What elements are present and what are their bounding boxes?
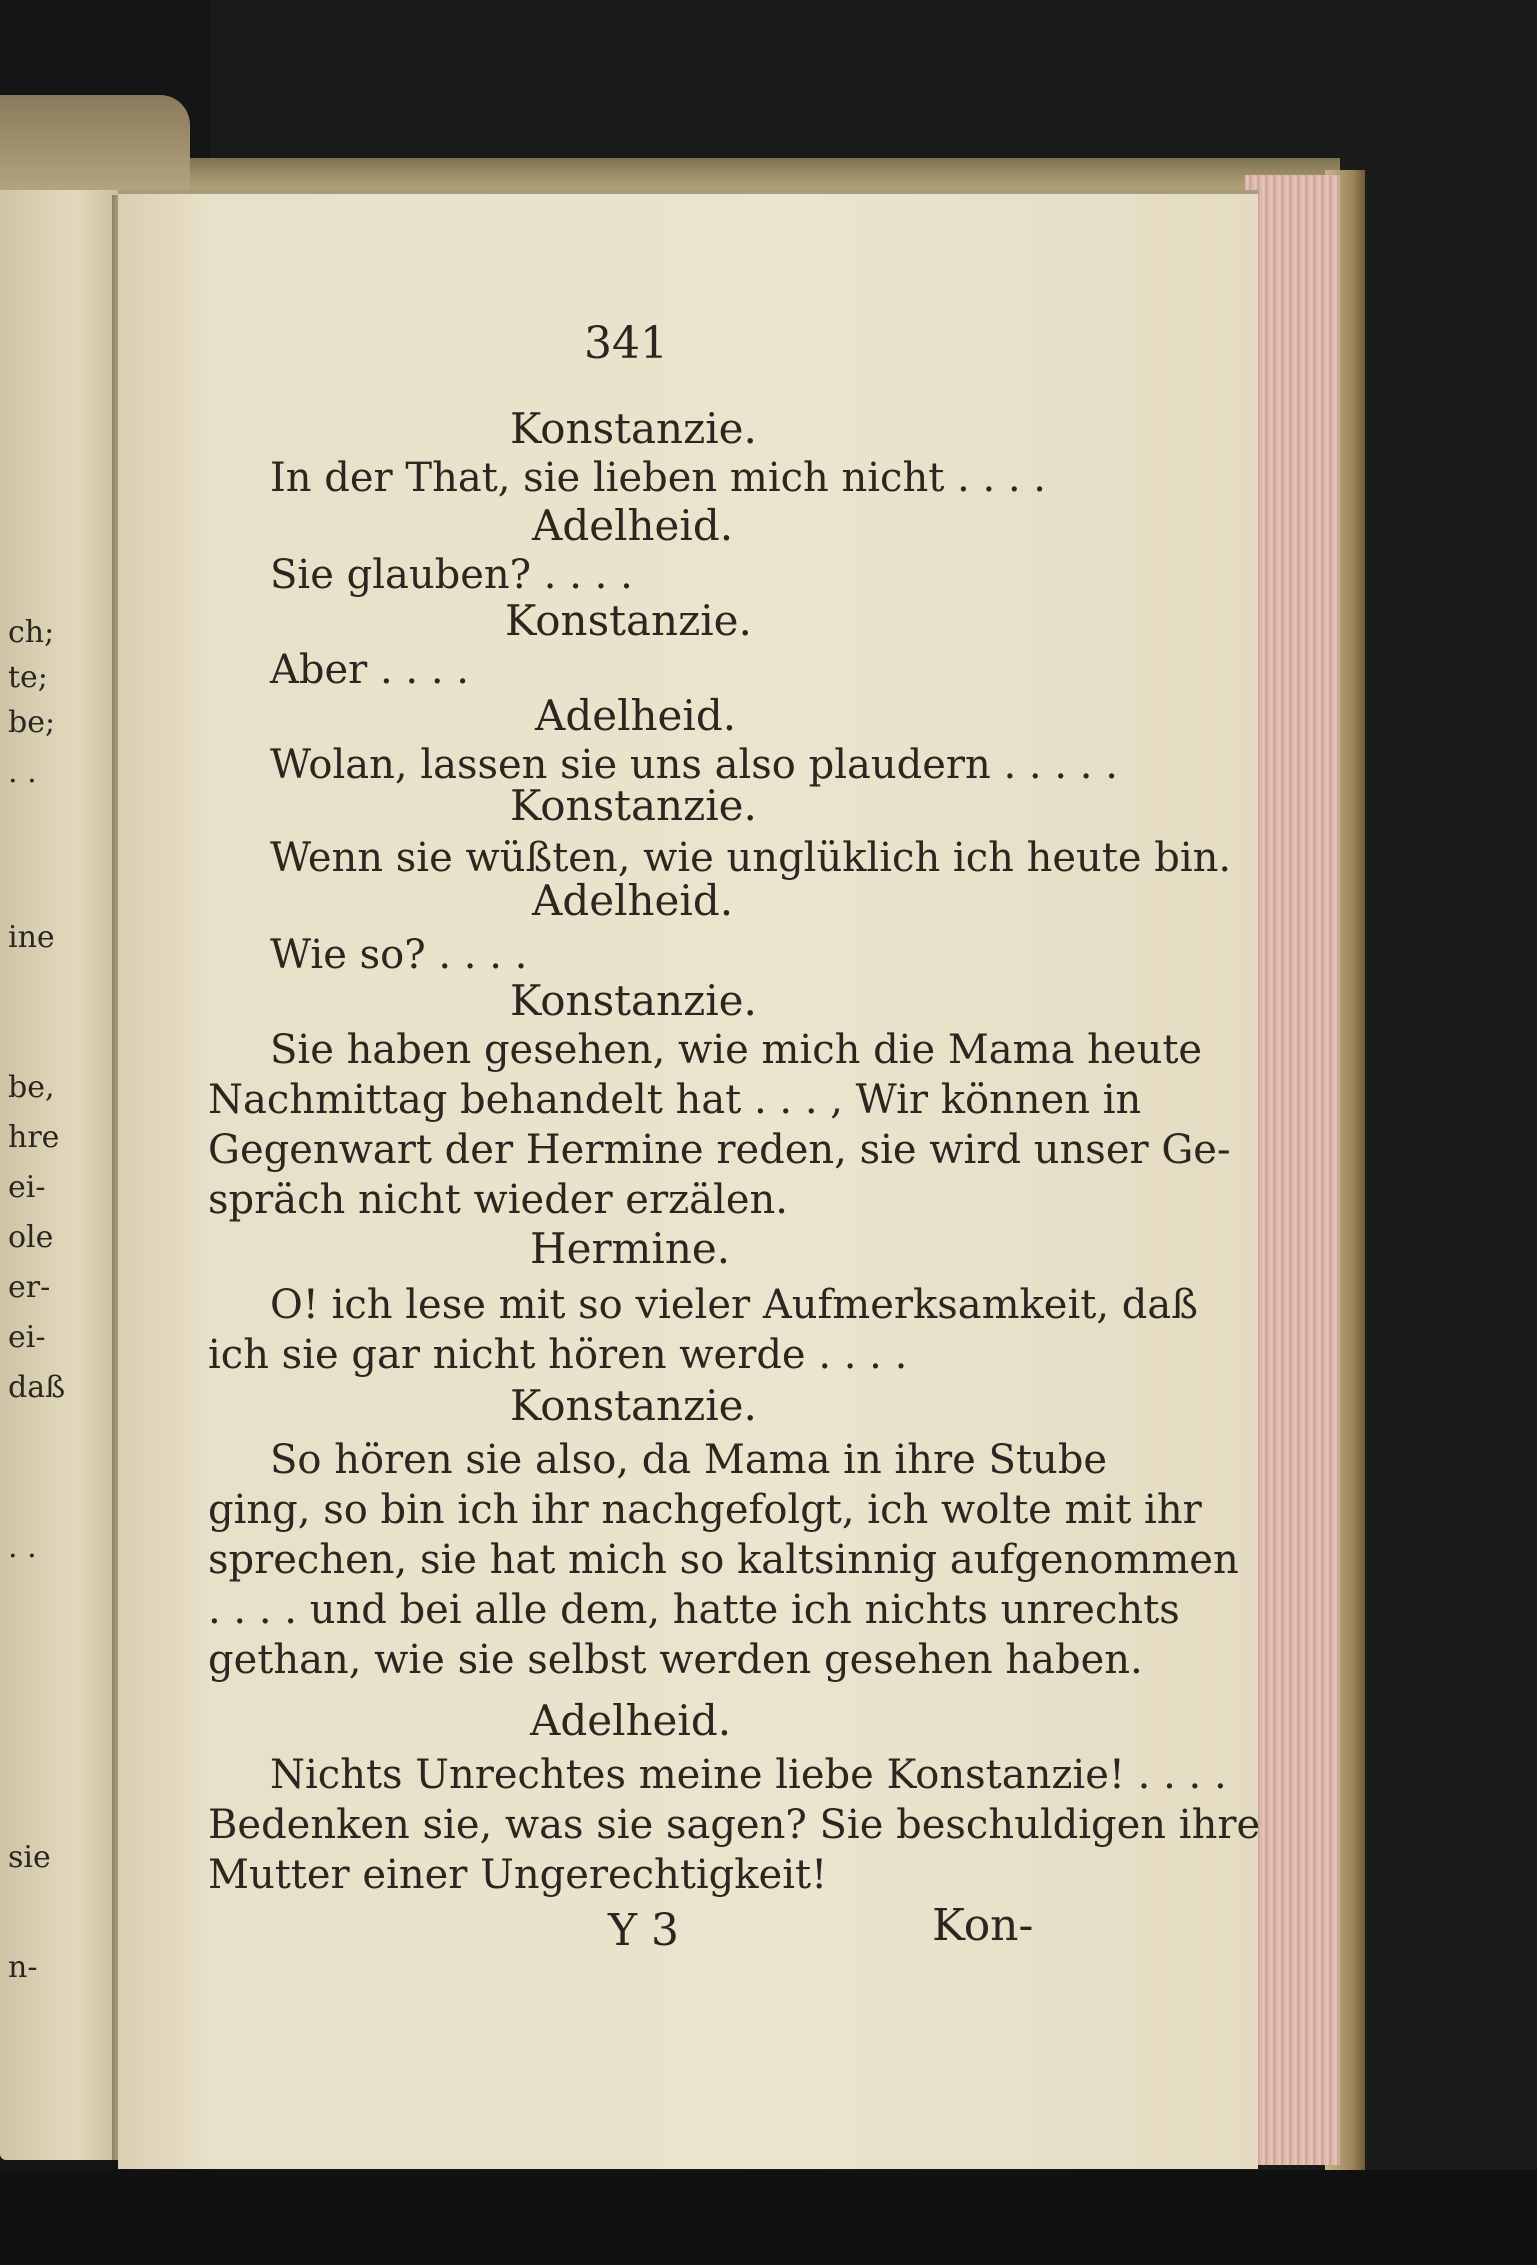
left-page-fragment: ei-	[8, 1170, 46, 1205]
text-line: Sie glauben? . . . .	[270, 552, 633, 598]
left-page-fragment: te;	[8, 660, 48, 695]
text-line: O! ich lese mit so vieler Aufmerksamkeit, daß	[270, 1282, 1198, 1328]
speaker-name: Konstanzie.	[505, 596, 752, 645]
left-page-fragment: sie	[8, 1840, 51, 1875]
left-page-fragment: . .	[8, 755, 37, 790]
left-page-fragment: be,	[8, 1070, 55, 1105]
text-line: spräch nicht wieder erzälen.	[208, 1177, 788, 1223]
page-number: 341	[584, 318, 668, 369]
left-page-fragment: . .	[8, 1530, 37, 1565]
text-line: gethan, wie sie selbst werden gesehen haben.	[208, 1637, 1143, 1683]
left-page-fragment: ei-	[8, 1320, 46, 1355]
left-page-fragment: ch;	[8, 615, 55, 650]
text-line: ging, so bin ich ihr nachgefolgt, ich wolte mit ihr	[208, 1487, 1202, 1533]
speaker-name: Adelheid.	[530, 1696, 732, 1745]
left-page	[0, 190, 125, 2160]
speaker-name: Konstanzie.	[510, 1381, 757, 1430]
speaker-name: Konstanzie.	[510, 404, 757, 453]
left-page-fragment: hre	[8, 1120, 60, 1155]
text-line: Nachmittag behandelt hat . . . , Wir können in	[208, 1077, 1142, 1123]
text-line: In der That, sie lieben mich nicht . . . .	[270, 455, 1047, 501]
text-line: Wolan, lassen sie uns also plaudern . . . . .	[270, 742, 1118, 788]
catchword: Kon-	[932, 1900, 1034, 1951]
text-line: ich sie gar nicht hören werde . . . .	[208, 1332, 908, 1378]
speaker-name: Konstanzie.	[510, 976, 757, 1025]
left-page-top-edge	[0, 95, 190, 205]
text-line: . . . . und bei alle dem, hatte ich nichts unrechts	[208, 1587, 1180, 1633]
dark-background-bottom	[0, 2170, 1537, 2265]
text-line: Wenn sie wüßten, wie unglüklich ich heute bin.	[270, 835, 1232, 881]
speaker-name: Adelheid.	[535, 691, 737, 740]
left-page-fragment: ine	[8, 920, 55, 955]
text-line: sprechen, sie hat mich so kaltsinnig aufgenommen	[208, 1537, 1239, 1583]
text-line: Aber . . . .	[270, 647, 470, 693]
left-page-fragment: be;	[8, 705, 56, 740]
left-page-fragment: ole	[8, 1220, 54, 1255]
text-line: Wie so? . . . .	[270, 932, 528, 978]
left-page-fragment: daß	[8, 1370, 66, 1405]
text-line: Nichts Unrechtes meine liebe Konstanzie! . . . .	[270, 1752, 1227, 1798]
text-line: Sie haben gesehen, wie mich die Mama heute	[270, 1027, 1203, 1073]
speaker-name: Konstanzie.	[510, 781, 757, 830]
speaker-name: Adelheid.	[532, 876, 734, 925]
speaker-name: Hermine.	[530, 1224, 731, 1273]
text-line: Bedenken sie, was sie sagen? Sie beschuldigen ihre	[208, 1802, 1261, 1848]
speaker-name: Adelheid.	[532, 501, 734, 550]
left-page-fragment: er-	[8, 1270, 51, 1305]
signature-mark: Y 3	[608, 1905, 680, 1956]
page-fore-edge	[1245, 175, 1340, 2165]
text-line: So hören sie also, da Mama in ihre Stube	[270, 1437, 1108, 1483]
text-line: Mutter einer Ungerechtigkeit!	[208, 1852, 828, 1898]
left-page-fragment: n-	[8, 1950, 38, 1985]
text-line: Gegenwart der Hermine reden, sie wird unser Ge-	[208, 1127, 1231, 1173]
